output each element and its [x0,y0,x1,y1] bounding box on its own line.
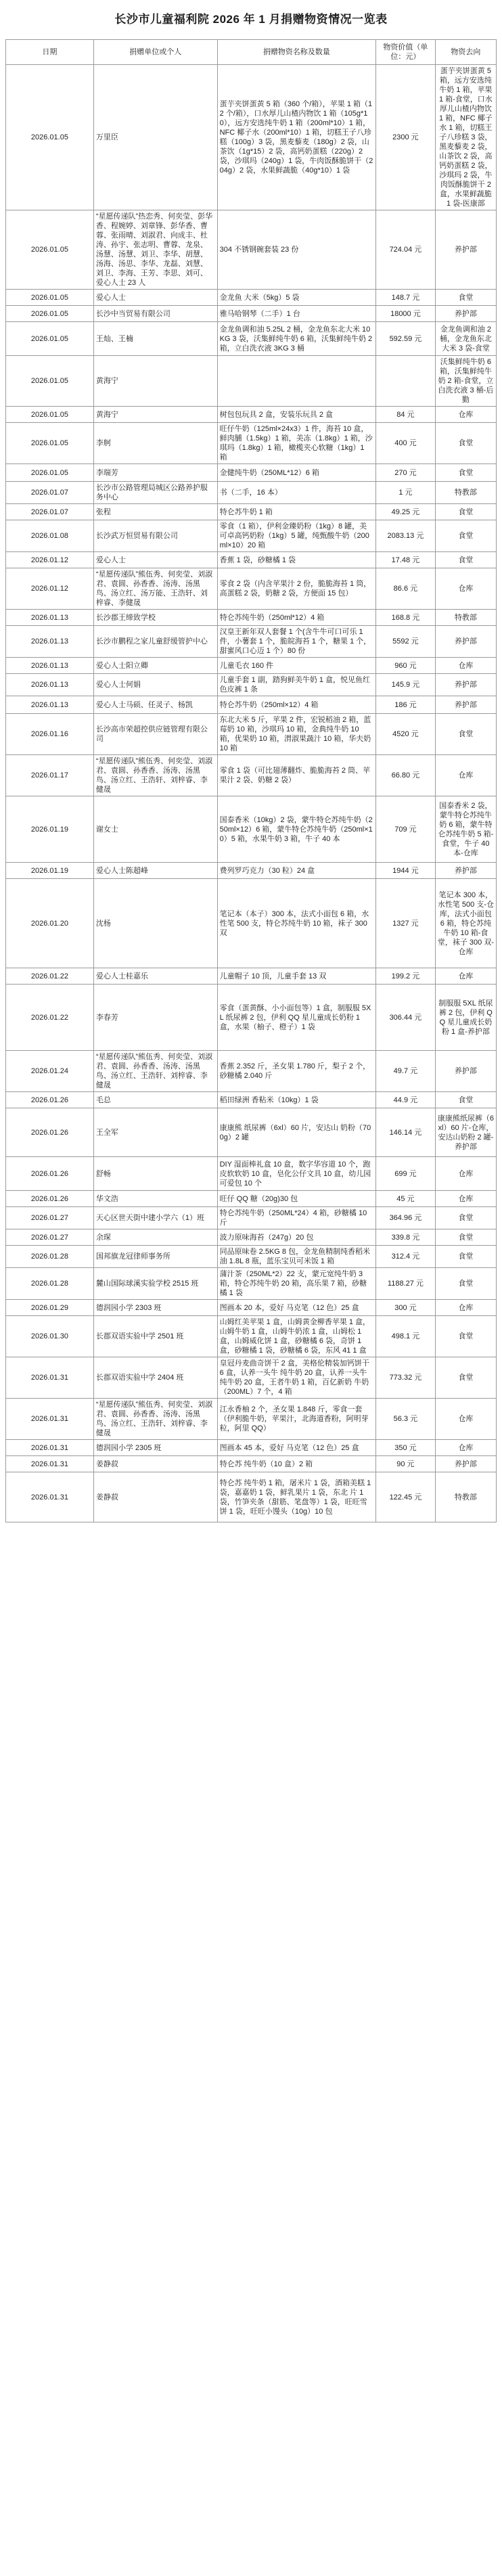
cell-value: 592.59 元 [376,322,436,356]
cell-donor: 李春芳 [93,985,217,1051]
cell-value: 350 元 [376,1440,436,1456]
cell-value: 186 元 [376,696,436,714]
cell-donor: 沈杨 [93,879,217,968]
cell-date: 2026.01.30 [6,1316,94,1357]
cell-items: 笔记本（本子）300 本，法式小面包 6 箱，水性笔 500 支，特仑苏纯牛奶 10 箱，袜子 300 双 [217,879,375,968]
table-row [6,1207,497,1229]
cell-destination: 养护部 [435,1456,496,1472]
cell-donor: 李瑞芳 [93,464,217,482]
cell-value: 56.3 元 [376,1399,436,1440]
cell-items: DIY 湿面棒礼盒 10 盒，数字华容道 10 个，跑皮软软奶 10 盒，皂化公仔文具 10 盒，幼儿园可爱包 10 个 [217,1157,375,1191]
cell-date: 2026.01.05 [6,290,94,306]
cell-date: 2026.01.13 [6,610,94,626]
cell-donor: 长沙武万恒贸易有限公司 [93,520,217,552]
cell-destination: 养护部 [435,696,496,714]
cell-items: 波力原味海苔（247g）20 包 [217,1229,375,1246]
table-body [6,65,497,1522]
cell-destination: 养护部 [435,210,496,290]
cell-value: 364.96 元 [376,1207,436,1229]
cell-destination: 金龙鱼调和油 2 桶，金龙鱼东北大米 3 袋-食堂 [435,322,496,356]
cell-date: 2026.01.26 [6,1157,94,1191]
cell-donor: 爱心人士陈超峰 [93,863,217,879]
header-items: 捐赠物资名称及数量 [217,40,375,65]
cell-destination: 食堂 [435,1246,496,1268]
cell-date: 2026.01.26 [6,1092,94,1108]
cell-date: 2026.01.31 [6,1456,94,1472]
header-donor: 捐赠单位或个人 [93,40,217,65]
cell-destination: 食堂 [435,714,496,755]
cell-donor: 德润园小学 2303 班 [93,1300,217,1316]
cell-items: 特仑苏纯牛奶（250ML*24）4 箱，砂糖橘 10 斤 [217,1207,375,1229]
cell-items: 树包包玩具 2 盒，安装乐玩具 2 盒 [217,407,375,423]
cell-donor: 李舸 [93,423,217,464]
cell-items: 零食（1 箱），伊利金臻奶粉（1kg）8 罐，美可卓高钙奶粉（1kg）5 罐，纯甄酸牛奶（200ml×10）20 箱 [217,520,375,552]
cell-items: 特仑苏纯牛奶（250ml*12）4 箱 [217,610,375,626]
cell-donor: 爱心人士马硕、任灵子、杨凯 [93,696,217,714]
cell-items: 康康熊 纸尿裤（6xl）60 片，安达山 奶粉（700g）2 罐 [217,1108,375,1157]
cell-donor: 姜静菽 [93,1472,217,1522]
cell-items: 儿童帽子 10 顶，儿童手套 13 双 [217,968,375,985]
cell-date: 2026.01.31 [6,1399,94,1440]
cell-date: 2026.01.31 [6,1472,94,1522]
cell-value: 146.14 元 [376,1108,436,1157]
cell-destination: 养护部 [435,863,496,879]
cell-destination: 食堂 [435,1092,496,1108]
cell-donor: 长沙高市荣超控供应链管理有限公司 [93,714,217,755]
cell-value: 2300 元 [376,65,436,210]
cell-date: 2026.01.28 [6,1246,94,1268]
cell-value: 45 元 [376,1191,436,1207]
table-row [6,968,497,985]
cell-destination: 沃集鲜纯牛奶 6 箱，沃集鲜纯牛奶 2 箱-食堂，立白洗衣液 3 桶-后勤 [435,356,496,407]
cell-value: 724.04 元 [376,210,436,290]
cell-date: 2026.01.05 [6,423,94,464]
cell-items: 同品原味卷 2.5KG 8 包，金龙鱼精制纯香稻米油 1.8L 8 瓶，蓝乐宝贝可米饭 1 箱 [217,1246,375,1268]
table-row [6,504,497,520]
cell-value: 18000 元 [376,306,436,322]
cell-date: 2026.01.26 [6,1108,94,1157]
cell-items: 费列罗巧克力（30 粒）24 盒 [217,863,375,879]
cell-destination: 仓库 [435,1157,496,1191]
cell-destination: 食堂 [435,464,496,482]
cell-donor: 天心区世天街中建小学六（1）班 [93,1207,217,1229]
cell-items: 江永香柚 2 个，圣女果 1.848 斤，零食一套（伊利脆牛奶，苹果汁，北海道香粉，阿明芽粒，阿里 QQ） [217,1399,375,1440]
cell-date: 2026.01.31 [6,1357,94,1399]
cell-date: 2026.01.19 [6,863,94,879]
table-row [6,290,497,306]
cell-items: 雅马哈钢琴（二手）1 台 [217,306,375,322]
cell-items: 国泰香米（10kg）2 袋，蒙牛特仑苏纯牛奶（250ml×12）6 箱，蒙牛特仑苏纯牛奶（250ml×10）5 箱，水果牛奶 3 箱，牛子 40 本 [217,796,375,863]
cell-items: 儿童手套 1 副，踏狗鲜美牛奶 1 盒，悦见鱼红色皮裤 1 条 [217,674,375,696]
cell-destination: 仓库 [435,568,496,610]
cell-donor: 谢女士 [93,796,217,863]
cell-date: 2026.01.22 [6,968,94,985]
table-row [6,1357,497,1399]
cell-donor: 爱心人士阳立卿 [93,658,217,674]
cell-value: 145.9 元 [376,674,436,696]
table-row [6,1246,497,1268]
cell-value: 122.45 元 [376,1472,436,1522]
header-row [6,40,497,65]
cell-items: 皇冠丹麦曲奇饼干 2 盒，美格伦精装加钙饼干 6 盒，认养一头牛 纯牛奶 20 盒，认养一头牛 纯牛奶 20 盒，王者牛奶 1 箱，百亿新奶 牛奶（200ML）7 个，4 箱 [217,1357,375,1399]
cell-date: 2026.01.12 [6,568,94,610]
cell-value: 312.4 元 [376,1246,436,1268]
cell-items [217,356,375,407]
cell-destination: 仓库 [435,755,496,796]
cell-destination: 养护部 [435,626,496,658]
cell-items: 金龙鱼调和油 5.25L 2 桶，金龙鱼东北大米 10KG 3 袋，沃集鲜纯牛奶 6 箱，沃集鲜纯牛奶 2 箱，立白洗衣液 3KG 3 桶 [217,322,375,356]
cell-value: 709 元 [376,796,436,863]
cell-date: 2026.01.29 [6,1300,94,1316]
cell-donor: 万里臣 [93,65,217,210]
cell-donor: 爱心人士桂嘉乐 [93,968,217,985]
cell-value: 300 元 [376,1300,436,1316]
cell-donor: 国邦旗龙冠律师事务所 [93,1246,217,1268]
cell-destination: 仓库 [435,968,496,985]
cell-destination: 仓库 [435,658,496,674]
table-row [6,1051,497,1092]
table-row [6,674,497,696]
cell-items: 零食 2 袋（内含苹果汁 2 份，脆脆海苔 1 筒，高蛋糕 2 袋，奶糖 2 袋，方便面 15 包） [217,568,375,610]
cell-items: 汉皇王新年双人套餐 1 个(含牛牛可口可乐 1 件，小薯套 1 个，脆皖海苔 1 个，糖果 1 个，甜蜜风口心迈 1 个）80 份 [217,626,375,658]
cell-destination: 仓库 [435,407,496,423]
cell-value: 1 元 [376,482,436,504]
table-row [6,1399,497,1440]
cell-date: 2026.01.05 [6,356,94,407]
cell-donor: 姜静菽 [93,1456,217,1472]
cell-donor: 舒畅 [93,1157,217,1191]
cell-donor: “星愿传递队”熊伍秀、何奕莹、刘淑君、袁圆、孙香香、汤涛、汤黑鸟、汤立红、汤万能、王浩轩、刘梓睿、李健晟 [93,568,217,610]
cell-date: 2026.01.05 [6,210,94,290]
cell-destination: 食堂 [435,423,496,464]
cell-items: 图画本 45 本，爱好 马克笔（12 色）25 盒 [217,1440,375,1456]
cell-date: 2026.01.22 [6,985,94,1051]
cell-destination: 仓库 [435,1191,496,1207]
cell-date: 2026.01.20 [6,879,94,968]
table-row [6,1440,497,1456]
cell-donor: 长沙郡王缔致学校 [93,610,217,626]
cell-items: 图画本 20 本，爱好 马克笔（12 色）25 盒 [217,1300,375,1316]
cell-date: 2026.01.28 [6,1268,94,1300]
cell-destination: 食堂 [435,290,496,306]
cell-destination: 食堂 [435,520,496,552]
cell-date: 2026.01.13 [6,658,94,674]
cell-items: 金龙鱼 大米（5kg）5 袋 [217,290,375,306]
cell-value: 4520 元 [376,714,436,755]
cell-items: 特仑苏牛奶（250ml×12）4 箱 [217,696,375,714]
cell-value: 1327 元 [376,879,436,968]
cell-donor: “星愿传递队”熊伍秀、何奕莹、刘淑君、袁圆、孙香香、汤涛、汤黑鸟、汤立红、王浩轩、刘梓睿、李健晟 [93,1399,217,1440]
cell-value: 17.48 元 [376,552,436,568]
cell-date: 2026.01.13 [6,696,94,714]
cell-donor: 华文浩 [93,1191,217,1207]
cell-destination: 食堂 [435,504,496,520]
cell-destination: 仓库 [435,1300,496,1316]
table-row [6,626,497,658]
cell-items: 旺仔 QQ 糖（20g)30 包 [217,1191,375,1207]
cell-date: 2026.01.31 [6,1440,94,1456]
cell-items: 金健纯牛奶（250ML*12）6 箱 [217,464,375,482]
table-row [6,423,497,464]
table-row [6,568,497,610]
cell-date: 2026.01.05 [6,407,94,423]
cell-date: 2026.01.27 [6,1207,94,1229]
cell-donor: 黄海宁 [93,407,217,423]
cell-value: 86.6 元 [376,568,436,610]
cell-donor: 长沙中当贸易有限公司 [93,306,217,322]
cell-value: 773.32 元 [376,1357,436,1399]
page-title: 长沙市儿童福利院 2026 年 1 月捐赠物资情况一览表 [114,13,388,26]
cell-value: 49.7 元 [376,1051,436,1092]
cell-value: 339.8 元 [376,1229,436,1246]
table-row [6,1157,497,1191]
cell-date: 2026.01.05 [6,322,94,356]
cell-items: 蛋芋夹饼蛋黄 5 箱（360 个/箱），苹果 1 箱（12 个/箱），口水厚儿山楂内物饮 1 箱（105g*10），远方安选纯牛奶 1 箱（200ml*10）1 箱，NFC 椰子水（200ml*10）1 箱，切糕王子八珍糕（100g）3 袋，黑麦藜麦（180g）2 袋，山茶饮（1g*15）2 袋，高钙奶蛋糕（220g）2 袋，沙琪玛（240g）1 袋，牛肉饭酥脆饼干（204g）2 袋，水果鲜蔬脆（40g*10）1 袋 [217,65,375,210]
cell-date: 2026.01.05 [6,464,94,482]
cell-value: 498.1 元 [376,1316,436,1357]
cell-items: 东北大米 5 斤，苹果 2 件，宏锐稻油 2 箱，蓝莓奶 10 箱，沙琪玛 10 箱，金典纯牛奶 10 箱，优果奶 10 箱，渭淑果蔬汁 10 箱，华夫奶 10 箱 [217,714,375,755]
table-row [6,863,497,879]
cell-value: 44.9 元 [376,1092,436,1108]
cell-items: 特仑苏 纯牛奶 1 箱，屠米片 1 袋，酒箱美糕 1 袋，嘉嘉奶 1 袋，鲜乳果片 1 袋，东北 片 1 袋，竹笋夹条（甜筋、笔盘等）1 袋，旺旺雪饼 1 袋，旺旺小馒头（10g）10 包 [217,1472,375,1522]
cell-value: 199.2 元 [376,968,436,985]
table-row [6,1229,497,1246]
cell-items: 蒲汁茶（250ML*2）22 支，蒙元宽纯牛奶 3 箱，特仑苏纯牛奶 20 箱，高乐果 7 箱，砂糖橘 1 袋 [217,1268,375,1300]
cell-donor: 张程 [93,504,217,520]
cell-value: 90 元 [376,1456,436,1472]
table-row [6,879,497,968]
cell-donor: 余琛 [93,1229,217,1246]
cell-date: 2026.01.13 [6,674,94,696]
cell-items: 304 不锈钢碗套装 23 份 [217,210,375,290]
cell-date: 2026.01.05 [6,65,94,210]
cell-items: 书（二手，16 本） [217,482,375,504]
cell-destination: 特教部 [435,482,496,504]
cell-date: 2026.01.19 [6,796,94,863]
cell-value: 84 元 [376,407,436,423]
cell-donor: 王全军 [93,1108,217,1157]
cell-items: 特仑苏 纯牛奶（10 盒）2 箱 [217,1456,375,1472]
table-row [6,658,497,674]
table-row [6,464,497,482]
cell-date: 2026.01.05 [6,306,94,322]
table-row [6,796,497,863]
cell-destination: 特教部 [435,1472,496,1522]
header-value: 物资价值（单位：元） [376,40,436,65]
table-row [6,985,497,1051]
cell-donor: “星愿传递队”熊伍秀、何奕莹、刘淑君、袁圆、孙香香、汤涛、汤黑鸟、汤立红、王浩轩、刘梓睿、李健晟 [93,1051,217,1092]
cell-destination: 国泰香米 2 袋，蒙牛特仑苏纯牛奶 6 箱，蒙牛特仑苏纯牛奶 5 箱-食堂，牛子 40 本-仓库 [435,796,496,863]
table-row [6,610,497,626]
cell-value: 148.7 元 [376,290,436,306]
table-row [6,1316,497,1357]
cell-value: 400 元 [376,423,436,464]
cell-destination: 制服服 5XL 纸尿裤 2 包，伊利 QQ 星儿童成长奶粉 1 盒-养护部 [435,985,496,1051]
cell-date: 2026.01.07 [6,504,94,520]
cell-donor: 爱心人士 [93,552,217,568]
cell-date: 2026.01.08 [6,520,94,552]
cell-date: 2026.01.13 [6,626,94,658]
cell-destination: 养护部 [435,674,496,696]
cell-donor: “星愿传递队”热恋秀、何奕莹、彭华香、程婉婷、刘章锋、彭华香、曹蓉、张雨晴、刘淑君、向成丰、杜涛、孙宇、张志明、曹蓉、龙泉、汤慧、汤慧、刘卫、李华、胡慧、汤海、汤思、李华、龙磊、刘慧、刘卫、李海、王芳、李思、刘可、爱心人士 23 人 [93,210,217,290]
cell-value: 1944 元 [376,863,436,879]
table-row [6,306,497,322]
cell-date: 2026.01.16 [6,714,94,755]
cell-destination: 食堂 [435,1268,496,1300]
cell-destination: 蛋芋夹饼蛋黄 5 箱，远方安选纯牛奶 1 箱，苹果 1 箱-食堂，口水厚儿山楂内物饮 1 箱，NFC 椰子水 1 箱，切糕王子八珍糕 3 袋，黑麦藜麦 2 袋，山茶饮 2 袋，高钙奶蛋糕 2 袋，沙琪玛 2 袋，牛肉饭酥脆饼干 2 盒，水果鲜蔬脆 1 袋-医康部 [435,65,496,210]
cell-donor: 毛总 [93,1092,217,1108]
cell-date: 2026.01.27 [6,1229,94,1246]
cell-destination: 仓库 [435,1399,496,1440]
cell-donor: “星愿传递队”熊伍秀、何奕莹、刘淑君、袁圆、孙香香、汤涛、汤黑鸟、汤立红、王浩轩、刘梓睿、李健晟 [93,755,217,796]
cell-items: 旺仔牛奶（125ml×24x3）1 件，海苔 10 盒，鲜肉脯（1.5kg）1 箱，美冻（1.8kg）1 箱，沙琪玛（1.8kg）1 箱，橄榄夹心软糖（1kg）1 箱 [217,423,375,464]
cell-items: 香蕉 2.352 斤，圣女果 1.780 斤，梨子 2 个，砂糖橘 2.040 斤 [217,1051,375,1092]
cell-items: 零食 1 袋（可比翅薄翻炸、脆脆海苔 2 筒、苹果汁 2 袋、奶糖 2 袋） [217,755,375,796]
table-row [6,65,497,210]
cell-destination: 笔记本 300 本，水性笔 500 支-仓库，法式小面包 6 箱，特仑苏纯牛奶 10 箱-食堂，袜子 300 双-仓库 [435,879,496,968]
cell-value: 306.44 元 [376,985,436,1051]
cell-value: 49.25 元 [376,504,436,520]
table-row [6,210,497,290]
header-destination: 物资去向 [435,40,496,65]
table-row [6,356,497,407]
cell-destination: 食堂 [435,1316,496,1357]
cell-donor: 爱心人士 [93,290,217,306]
cell-items: 儿童毛衣 160 件 [217,658,375,674]
cell-donor: 麓山国际球溪实验学校 2515 班 [93,1268,217,1300]
cell-destination: 食堂 [435,1207,496,1229]
cell-date: 2026.01.07 [6,482,94,504]
cell-date: 2026.01.12 [6,552,94,568]
cell-destination: 特教部 [435,610,496,626]
cell-destination: 仓库 [435,1440,496,1456]
table-row [6,407,497,423]
cell-items: 香蕉 1 袋，砂糖橘 1 袋 [217,552,375,568]
cell-donor: 长沙市鹏程之家儿童舒缓管护中心 [93,626,217,658]
cell-date: 2026.01.24 [6,1051,94,1092]
cell-destination: 康康熊纸尿裤（6xl）60 片-仓库，安达山奶粉 2 罐-养护部 [435,1108,496,1157]
header-date: 日期 [6,40,94,65]
table-row [6,1456,497,1472]
cell-donor: 王灿、王楠 [93,322,217,356]
cell-value: 2083.13 元 [376,520,436,552]
cell-value: 1188.27 元 [376,1268,436,1300]
cell-donor: 黄海宁 [93,356,217,407]
cell-value: 270 元 [376,464,436,482]
table-row [6,1300,497,1316]
donation-table [5,39,497,1522]
cell-value [376,356,436,407]
cell-donor: 爱心人士何娟 [93,674,217,696]
cell-value: 5592 元 [376,626,436,658]
cell-destination: 食堂 [435,1229,496,1246]
cell-donor: 长郡双语实验中学 2501 班 [93,1316,217,1357]
cell-value: 168.8 元 [376,610,436,626]
cell-destination: 养护部 [435,1051,496,1092]
table-row [6,714,497,755]
table-row [6,755,497,796]
cell-destination: 养护部 [435,306,496,322]
table-row [6,520,497,552]
table-row [6,552,497,568]
cell-value: 960 元 [376,658,436,674]
table-row [6,696,497,714]
table-row [6,1472,497,1522]
cell-donor: 长郡双语实验中学 2404 班 [93,1357,217,1399]
table-row [6,1092,497,1108]
table-row [6,1268,497,1300]
cell-destination: 食堂 [435,552,496,568]
cell-value: 699 元 [376,1157,436,1191]
cell-items: 稻田绿洲 香粘米（10kg）1 袋 [217,1092,375,1108]
cell-donor: 长沙市公路管理局城区公路养护服务中心 [93,482,217,504]
cell-donor: 德润园小学 2305 班 [93,1440,217,1456]
table-row [6,322,497,356]
cell-value: 66.80 元 [376,755,436,796]
cell-items: 山姆红美苹果 1 盒，山姆黄金柳香苹果 1 盒，山姆牛奶 1 盒，山姆牛奶浓 1 盒，山姆松 1 盒，山姆威化饼 1 盒，砂糖橘 6 袋，奇饼 1 盒，砂糖橘 1 袋，砂糖橘 6 袋，东风 41 1 盒 [217,1316,375,1357]
table-row [6,482,497,504]
cell-date: 2026.01.26 [6,1191,94,1207]
table-row [6,1191,497,1207]
cell-items: 特仑苏牛奶 1 箱 [217,504,375,520]
cell-date: 2026.01.17 [6,755,94,796]
table-row [6,1108,497,1157]
cell-destination: 食堂 [435,1357,496,1399]
cell-items: 零食（蛋黄酥、小小面包等）1 盒，制服服 5XL 纸尿裤 2 包，伊利 QQ 星儿童成长奶粉 1 盒，水果（柚子、橙子）1 袋 [217,985,375,1051]
